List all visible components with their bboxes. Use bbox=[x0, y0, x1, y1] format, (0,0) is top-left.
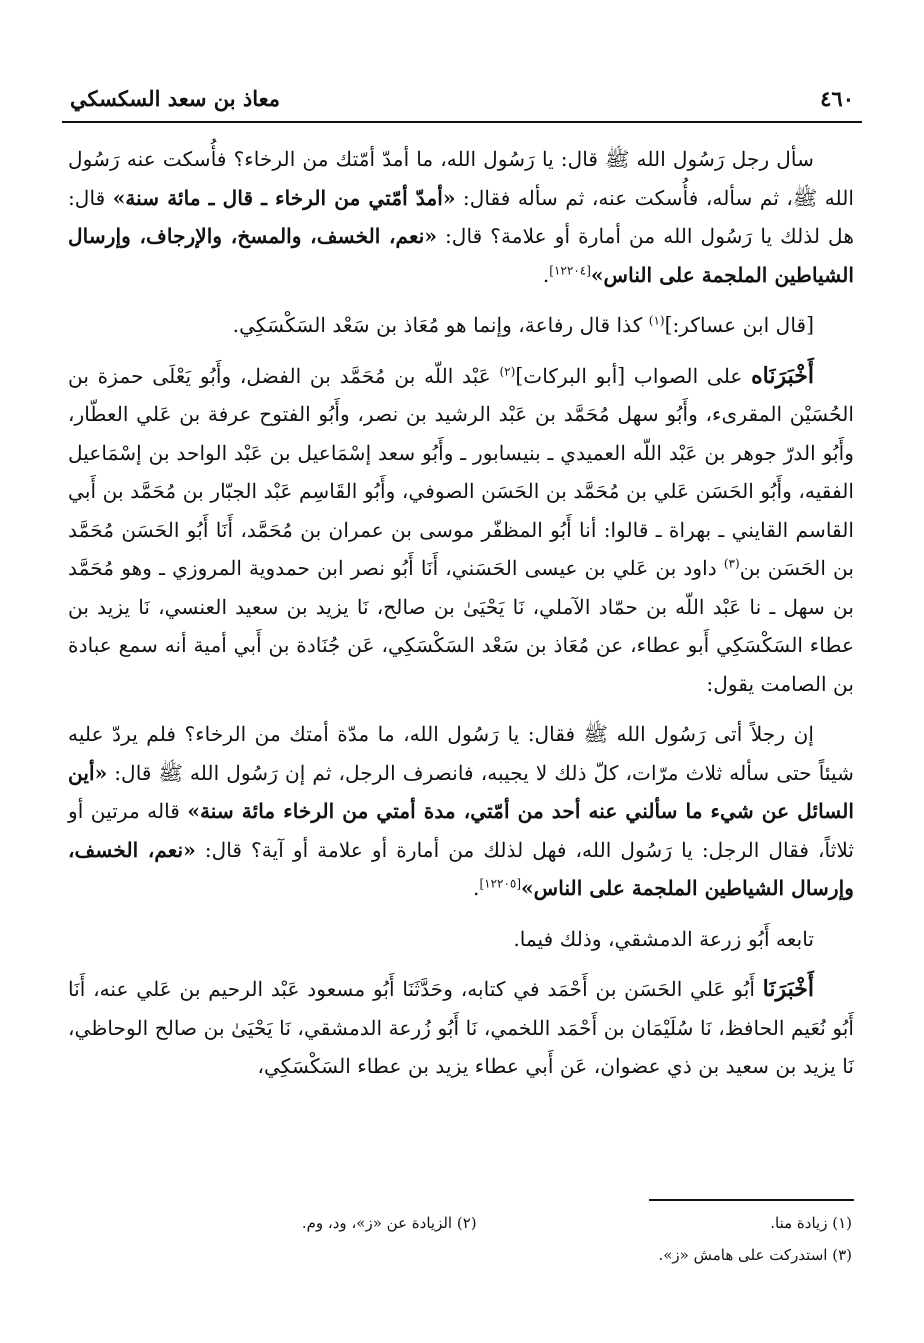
paragraph-1 bbox=[68, 140, 854, 294]
text-run: داود بن عَلي بن عيسى الحَسَني، أَنَا أَبُو نصر ابن حمدوية المروزي ـ وهو مُحَمَّد بن سهل ـ نا عَبْد اللّه بن حمّاد الآملي، نَا يَحْيَىٰ بن صالح، نَا يزيد بن سعيد العنسي، نَا يزيد بن عطاء السَكْسَكِي أَبو عطاء، عن مُعَاذ بن سَعْد السَكْسَكِي، عَن جُنَادة بن أَبي أمية أنه سمع عبادة بن الصامت يقول: bbox=[68, 556, 854, 696]
footnote-rule bbox=[649, 1199, 854, 1201]
isnad-heading: أَخْبَرَنَا bbox=[762, 976, 814, 1002]
text-run: [قال ابن عساكر:] bbox=[664, 313, 814, 337]
footnote-1: (١) زيادة منا. bbox=[770, 1214, 852, 1232]
paragraph-2 bbox=[68, 306, 854, 345]
text-run: قال: هل لذلك يا رَسُول الله من أمارة أو علامة؟ قال: bbox=[68, 185, 854, 248]
running-title: معاذ بن سعد السكسكي bbox=[70, 85, 281, 111]
text-run: على الصواب [أبو البركات] bbox=[515, 363, 752, 388]
hadith-number: [١٢٢٠٤] bbox=[549, 262, 591, 277]
text-run: إن رجلاً أتى رَسُول الله ﷺ فقال: يا رَسُول الله، ما مدّة أمتك من الرخاء؟ فلم يردّ عليه شيئاً حتى سأله ثلاث مرّات، كلّ ذلك لا يجيبه، فانصرف الرجل، ثم إن رَسُول الله ﷺ قال: bbox=[68, 722, 854, 785]
hadith-quote: «أين السائل عن شيء ما سألني عنه أحد من أمّتي، مدة أمتي من الرخاء مائة سنة» bbox=[68, 760, 854, 823]
main-text bbox=[68, 140, 854, 1098]
footnote-marker: (١) bbox=[648, 313, 665, 328]
footnote-marker: (٣) bbox=[723, 556, 740, 571]
text-run: تابعه أَبُو زرعة الدمشقي، وذلك فيما. bbox=[513, 926, 814, 951]
paragraph-5 bbox=[68, 920, 854, 959]
footnote-3: (٣) استدركت على هامش «ز». bbox=[658, 1246, 852, 1264]
footnote-row bbox=[70, 1207, 852, 1239]
paragraph-4 bbox=[68, 715, 854, 908]
text-run: قاله مرتين أو ثلاثاً، فقال الرجل: يا رَسُول الله، فهل لذلك من أمارة أو علامة أو آية؟ قال: bbox=[68, 799, 854, 862]
isnad-heading: أَخْبَرَنَاه bbox=[751, 362, 814, 389]
page-header bbox=[70, 78, 854, 118]
text-run: . bbox=[542, 262, 550, 287]
paragraph-3 bbox=[68, 357, 854, 704]
footnotes bbox=[70, 1207, 852, 1271]
hadith-number: [١٢٢٠٥] bbox=[479, 876, 522, 891]
hadith-quote: «نعم، الخسف، والمسخ، والإرجاف، وإرسال الشياطين الملجمة على الناس» bbox=[68, 224, 854, 287]
footnote-marker: (٢) bbox=[499, 363, 516, 378]
text-run: سأل رجل رَسُول الله ﷺ قال: يا رَسُول الله، ما أمدّ أمّتك من الرخاء؟ فأُسكت عنه رَسُول الله ﷺ، ثم سأله، فأُسكت عنه، ثم سأله فقال: bbox=[68, 147, 854, 210]
page-number: ٤٦٠ bbox=[820, 85, 854, 111]
footnote-2: (٢) الزيادة عن «ز»، ود، وم. bbox=[301, 1214, 477, 1232]
hadith-quote: «نعم، الخسف، وإرسال الشياطين الملجمة على الناس» bbox=[68, 837, 854, 900]
hadith-quote: «أمدّ أمّتي من الرخاء ـ قال ـ مائة سنة» bbox=[112, 185, 456, 210]
text-run: عَبْد اللّه بن مُحَمَّد بن الفضل، وأَبُو يَعْلَى حمزة بن الحُسَيْن المقرىء، وأَبُو سهل مُحَمَّد بن عَبْد الرشيد بن نصر، وأَبُو الفتوح عرفة بن عَلي العطّار، وأَبُو الدرّ جوهر بن عَبْد اللّه العميدي ـ بنيسابور ـ وأَبُو سعد إسْمَاعيل بن عَبْد الواحد بن إسْمَاعيل الفقيه، وأَبُو الحَسَن عَلي بن مُحَمَّد بن الحَسَن الصوفي، وأَبُو القَاسِم عَبْد الجبّار بن مُحَمَّد بن أَبي القاسم القايني ـ بهراة ـ قالوا: أنا أَبُو المظفّر موسى بن عمران بن مُحَمَّد، أَنَا أَبُو الحَسَن مُحَمَّد بن الحَسَن بن bbox=[68, 363, 854, 580]
text-run: كذا قال رفاعة، وإنما هو مُعَاذ بن سَعْد السَكْسَكِي. bbox=[232, 313, 649, 337]
text-run: أَبُو عَلي الحَسَن بن أَحْمَد في كتابه، وحَدَّثَنَا أَبُو مسعود عَبْد الرحيم بن عَلي عنه، أَنَا أَبُو نُعَيم الحافظ، نَا سُلَيْمَان بن أَحْمَد اللخمي، نَا أَبُو زُرعة الدمشقي، نَا يَحْيَىٰ بن صالح الوحاظي، نَا يزيد بن سعيد بن ذي عضوان، عَن أَبي عطاء يزيد بن عطاء السَكْسَكِي، bbox=[68, 977, 854, 1078]
paragraph-6 bbox=[68, 970, 854, 1086]
text-run: . bbox=[473, 876, 480, 900]
footnote-row bbox=[70, 1239, 852, 1271]
header-rule bbox=[62, 121, 862, 123]
